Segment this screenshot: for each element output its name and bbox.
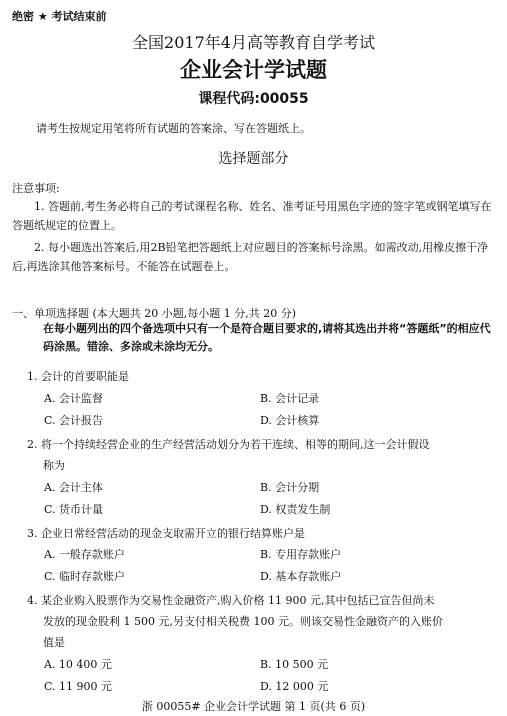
option-1b: B. 会计记录	[260, 392, 320, 405]
section-description: 在每小题列出的四个备选项中只有一个是符合题目要求的,请将其选出并将“答题纸”的相应代码涂黑。错涂、多涂或未涂均无分。	[43, 322, 491, 353]
option-3b: B. 专用存款账户	[260, 548, 342, 561]
question-2	[27, 434, 497, 476]
option-3a: A. 一般存款账户	[44, 548, 125, 561]
option-2a: A. 会计主体	[44, 481, 103, 494]
option-2d: D. 权责发生制	[260, 503, 331, 516]
question-stem-cont: 发放的现金股利 1 500 元,另支付相关税费 100 元。则该交易性金融资产的入账价	[43, 615, 443, 628]
option-1c: C. 会计报告	[44, 414, 104, 427]
question-3	[27, 523, 497, 544]
option-3c: C. 临时存款账户	[44, 570, 126, 583]
question-stem-cont2: 值是	[43, 636, 65, 649]
section-heading: 一、单项选择题 (本大题共 20 小题,每小题 1 分,共 20 分)	[12, 307, 297, 320]
note-item-2: 2. 每小题选出答案后,用2B铅笔把答题纸上对应题目的答案标号涂黑。如需改动,用橡皮擦干净后,再选涂其他答案标号。不能答在试题卷上。	[12, 241, 489, 273]
option-4d: D. 12 000 元	[260, 680, 329, 693]
question-stem: 4. 某企业购入股票作为交易性金融资产,购入价格 11 900 元,其中包括已宣告但尚未	[27, 594, 435, 607]
page-footer: 浙 00055# 企业会计学试题 第 1 页(共 6 页)	[141, 700, 366, 713]
question-stem: 2. 将一个持续经营企业的生产经营活动划分为若干连续、相等的期间,这一会计假设	[27, 438, 430, 451]
question-1	[27, 366, 497, 387]
note-item-1: 1. 答题前,考生务必将自己的考试课程名称、姓名、准考证号用黑色字迹的签字笔或钢笔填写在答题纸规定的位置上。	[12, 200, 492, 232]
confidential-label: 绝密 ★ 考试结束前	[12, 10, 107, 23]
option-3d: D. 基本存款账户	[260, 570, 342, 583]
option-4b: B. 10 500 元	[260, 658, 329, 671]
subject-title: 企业会计学试题	[180, 58, 327, 82]
option-1d: D. 会计核算	[260, 414, 320, 427]
question-stem: 1. 会计的首要职能是	[27, 370, 129, 383]
option-2c: C. 货币计量	[44, 503, 104, 516]
option-1a: A. 会计监督	[44, 392, 103, 405]
exam-title: 全国2017年4月高等教育自学考试	[132, 33, 375, 52]
part-title: 选择题部分	[218, 151, 289, 167]
question-stem: 3. 企业日常经营活动的现金支取需开立的银行结算账户是	[27, 527, 305, 540]
option-2b: B. 会计分期	[260, 481, 320, 494]
instruction-text: 请考生按规定用笔将所有试题的答案涂、写在答题纸上。	[36, 122, 311, 135]
course-code: 课程代码:00055	[198, 91, 309, 107]
notes-heading: 注意事项:	[12, 182, 60, 195]
question-4	[27, 590, 497, 653]
option-4c: C. 11 900 元	[44, 680, 113, 693]
option-4a: A. 10 400 元	[44, 658, 112, 671]
question-stem-cont: 称为	[43, 459, 65, 472]
